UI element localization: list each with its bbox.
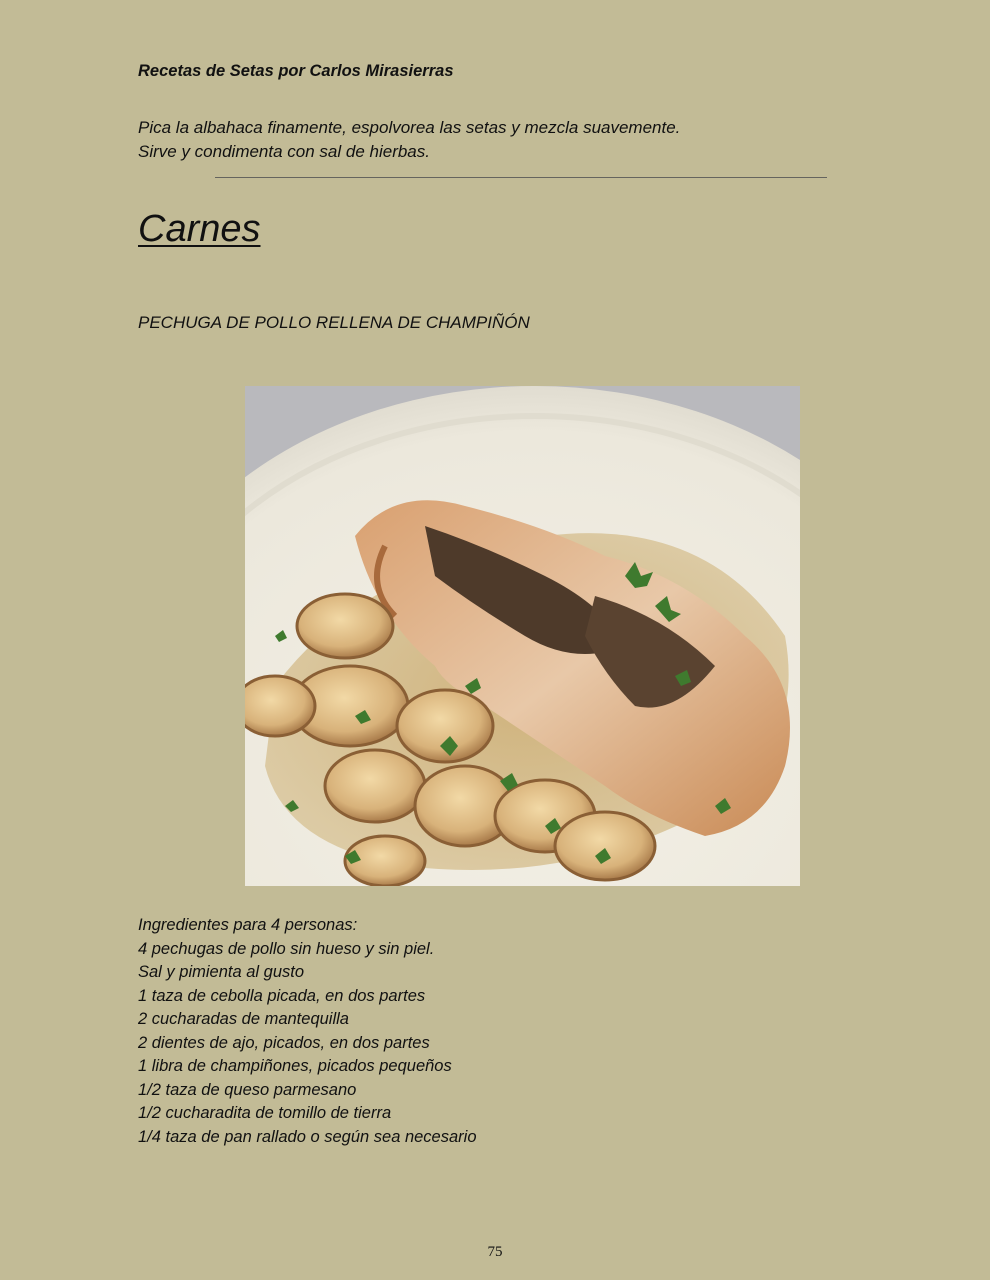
ingredient-line: Sal y pimienta al gusto bbox=[138, 963, 305, 981]
recipe-title: PECHUGA DE POLLO RELLENA DE CHAMPIÑÓN bbox=[138, 313, 530, 332]
ingredient-line: 1/2 cucharadita de tomillo de tierra bbox=[138, 1104, 392, 1122]
ingredients-list bbox=[138, 914, 477, 1149]
ingredient-line: Ingredientes para 4 personas: bbox=[138, 916, 358, 934]
ingredient-line: 4 pechugas de pollo sin hueso y sin piel. bbox=[138, 939, 435, 958]
ingredient-line: 1/2 taza de queso parmesano bbox=[138, 1080, 357, 1099]
intro-line: Pica la albahaca finamente, espolvorea las setas y mezcla suavemente. bbox=[138, 118, 681, 137]
ingredient-line: 1 libra de champiñones, picados pequeños bbox=[138, 1057, 452, 1075]
intro-text bbox=[138, 116, 680, 164]
ingredient-line: 2 cucharadas de mantequilla bbox=[138, 1010, 349, 1028]
section-title: Carnes bbox=[138, 208, 261, 250]
page-number: 75 bbox=[487, 1244, 503, 1260]
ingredient-line: 1 taza de cebolla picada, en dos partes bbox=[138, 986, 426, 1005]
dish-photo-illustration bbox=[245, 386, 800, 886]
dish-photo bbox=[245, 386, 800, 886]
ingredient-line: 2 dientes de ajo, picados, en dos partes bbox=[138, 1033, 430, 1052]
running-header: Recetas de Setas por Carlos Mirasierras bbox=[138, 62, 454, 80]
ingredient-line: 1/4 taza de pan rallado o según sea necesario bbox=[138, 1127, 477, 1146]
divider-rule bbox=[215, 177, 827, 178]
intro-line: Sirve y condimenta con sal de hierbas. bbox=[138, 142, 430, 161]
